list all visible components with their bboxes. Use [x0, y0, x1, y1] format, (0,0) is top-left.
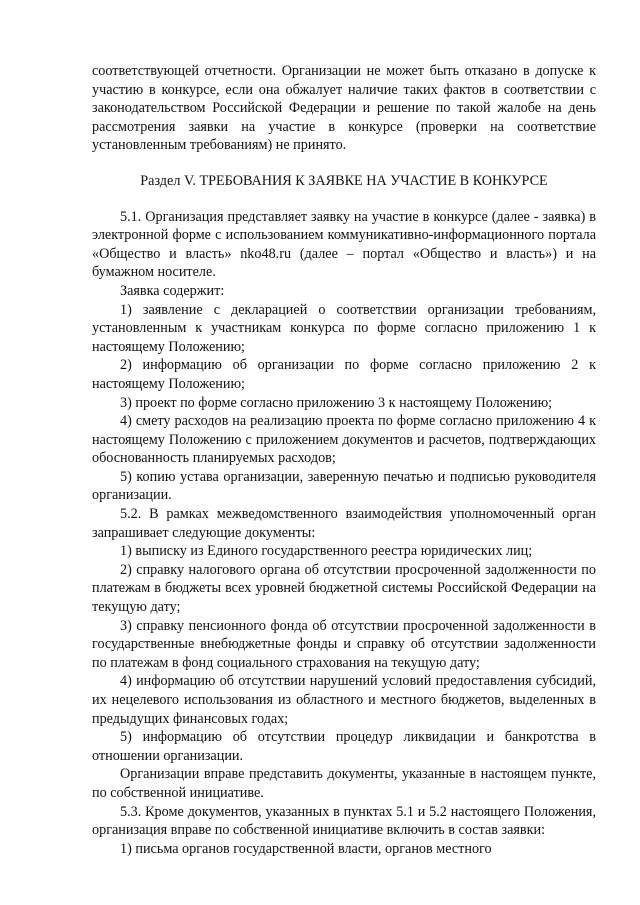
list-item-4: 4) смету расходов на реализацию проекта по форме согласно приложению 4 к настоящему Положению с приложением документов и расчетов, подтверждающих обоснованность планируемых расходов; — [92, 413, 596, 467]
list-item-5-2-3: 3) справку пенсионного фонда об отсутствии просроченной задолженности в государственные внебюджетные фонды и справку об отсутствии задолженности по платежам в фонд социального страхования на текущую дату; — [92, 617, 596, 671]
paragraph-application-contains: Заявка содержит: — [120, 282, 225, 299]
list-item-5-2-1: 1) выписку из Единого государственного реестра юридических лиц; — [120, 543, 533, 560]
paragraph-continuation: соответствующей отчетности. Организации не может быть отказано в допуске к участию в конкурсе, если она обжалует наличие таких фактов в соответствии с законодательством Российской Федерации и решение по такой жалобе на день рассмотрения заявки на участие в конкурсе (проверки на соответствие установленным требованиям) не принято. — [92, 63, 596, 154]
paragraph-own-initiative: Организации вправе представить документы, указанные в настоящем пункте, по собственной инициативе. — [92, 766, 596, 801]
list-item-1: 1) заявление с декларацией о соответствии организации требованиям, установленным к участникам конкурса по форме согласно приложению 1 к настоящему Положению; — [92, 301, 596, 355]
list-item-5-2-2: 2) справку налогового органа об отсутствии просроченной задолженности по платежам в бюджеты всех уровней бюджетной системы Российской Федерации на текущую дату; — [92, 561, 596, 616]
section-heading: Раздел V. ТРЕБОВАНИЯ К ЗАЯВКЕ НА УЧАСТИЕ В КОНКУРСЕ — [140, 172, 548, 189]
paragraph-5-3: 5.3. Кроме документов, указанных в пунктах 5.1 и 5.2 настоящего Положения, организация вправе по собственной инициативе включить в состав заявки: — [92, 803, 596, 839]
list-item-5-2-4: 4) информацию об отсутствии нарушений условий предоставления субсидий, их нецелевого использования из областного и местного бюджетов, выделенных в предыдущих финансовых годах; — [92, 673, 596, 727]
paragraph-5-2: 5.2. В рамках межведомственного взаимодействия уполномоченный орган запрашивает следующие документы: — [92, 506, 596, 541]
list-item-5-3-1: 1) письма органов государственной власти, органов местного — [120, 840, 492, 857]
paragraph-5-1: 5.1. Организация представляет заявку на участие в конкурсе (далее - заявка) в электронной форме с использованием коммуникативно-информационного портала «Общество и власть» nko48.ru (далее – портал «Общество и власть») и на бумажном носителе. — [92, 208, 596, 281]
list-item-3: 3) проект по форме согласно приложению 3 к настоящему Положению; — [120, 394, 553, 411]
list-item-5: 5) копию устава организации, заверенную печатью и подписью руководителя организации. — [92, 468, 596, 504]
list-item-5-2-5: 5) информацию об отсутствии процедур ликвидации и банкротства в отношении организации. — [92, 729, 596, 764]
list-item-2: 2) информацию об организации по форме согласно приложению 2 к настоящему Положению; — [92, 357, 596, 392]
